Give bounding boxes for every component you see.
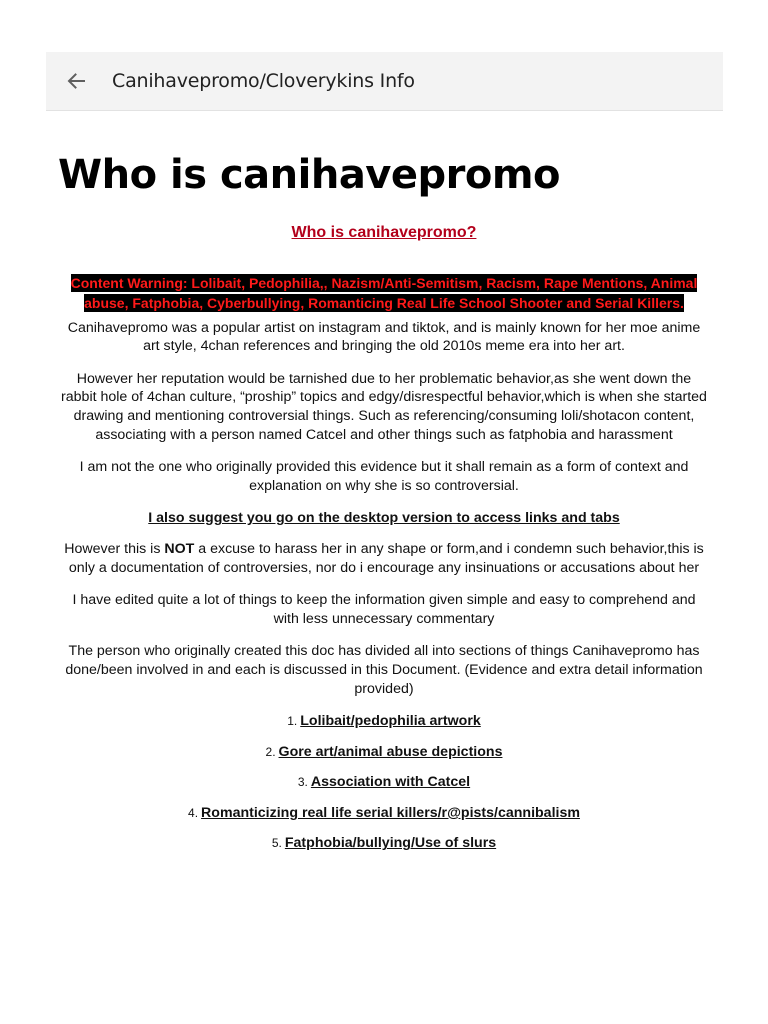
app-bar: [46, 52, 723, 111]
section-list-item: [58, 804, 710, 823]
section-link-catcel[interactable]: Association with Catcel: [310, 774, 471, 791]
section-list-item: [58, 834, 710, 853]
section-link-lolibait[interactable]: Lolibait/pedophilia artwork: [300, 713, 481, 730]
app-bar-title: Canihavepromo/Cloverykins Info: [112, 70, 415, 92]
content-warning-text: Content Warning: Lolibait, Pedophilia,, Nazism/Anti-Semitism, Racism, Rape Mentions, Animal abuse, Fatphobia, Cyberbullying, Romanticing Real Life School Shooter and Serial Killers.: [70, 274, 698, 311]
document-heading: Who is canihavepromo: [58, 152, 561, 198]
section-list-item: [58, 743, 710, 762]
section-number: 4.: [188, 805, 199, 820]
document-body: [58, 224, 710, 865]
reputation-paragraph: However her reputation would be tarnished due to her problematic behavior,as she went down the rabbit hole of 4chan culture, “proship” topics and edgy/disrespectful behavior,which is when she started drawing and mentioning controversial things. Such as referencing/consuming loli/shotacon content, associating with a person named Catcel and other things such as fatphobia and harassment: [61, 370, 707, 443]
section-list: [58, 712, 710, 853]
section-number: 2.: [265, 744, 276, 759]
editing-paragraph: I have edited quite a lot of things to keep the information given simple and easy to comprehend and with less unnecessary commentary: [72, 592, 696, 627]
desktop-version-note: I also suggest you go on the desktop version to access links and tabs: [148, 510, 620, 527]
document-subtitle: Who is canihavepromo?: [291, 224, 477, 241]
arrow-left-icon: [66, 71, 86, 91]
section-link-serial-killers[interactable]: Romanticizing real life serial killers/r@pists/cannibalism: [201, 804, 580, 821]
disclaimer-text-start: However this is: [64, 540, 165, 557]
section-list-item: [58, 773, 710, 792]
intro-paragraph: Canihavepromo was a popular artist on instagram and tiktok, and is mainly known for her moe anime art style, 4chan references and bringing the old 2010s meme era into her art.: [67, 319, 701, 355]
section-link-gore-art[interactable]: Gore art/animal abuse depictions: [278, 743, 503, 760]
sections-intro-paragraph: The person who originally created this doc has divided all into sections of things Canihavepromo has done/been involved in and each is discussed in this Document. (Evidence and extra detail information provided): [65, 643, 703, 697]
content-warning: [58, 273, 710, 313]
section-link-fatphobia[interactable]: Fatphobia/bullying/Use of slurs: [284, 835, 497, 852]
disclaimer-emphasis: NOT: [164, 540, 195, 557]
back-button[interactable]: [48, 52, 104, 110]
section-number: 3.: [297, 775, 308, 790]
evidence-paragraph: I am not the one who originally provided this evidence but it shall remain as a form of context and explanation on why she is so controversial.: [79, 459, 689, 494]
section-list-item: [58, 712, 710, 731]
section-number: 5.: [271, 836, 282, 851]
disclaimer-text-end: a excuse to harass her in any shape or form,and i condemn such behavior,this is only a documentation of controversies, nor do i encourage any insinuations or accusations about her: [68, 540, 704, 576]
disclaimer-paragraph: [58, 540, 710, 577]
section-number: 1.: [287, 714, 298, 729]
